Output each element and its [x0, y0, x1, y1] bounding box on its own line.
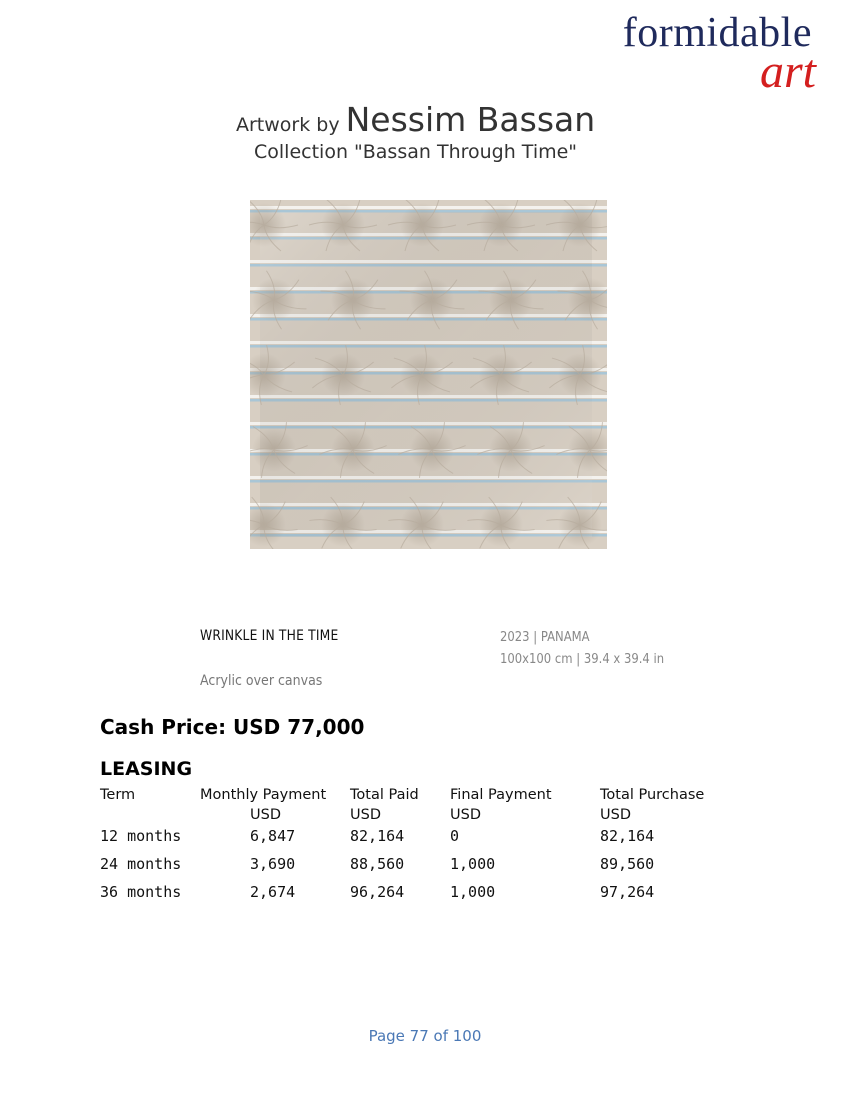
artwork-dimensions: 100x100 cm | 39.4 x 39.4 in: [500, 651, 665, 667]
cell-purchase: 82,164: [600, 827, 655, 845]
cell-final: 0: [450, 827, 460, 845]
col-unit: USD: [350, 807, 381, 823]
cell-monthly: 2,674: [250, 883, 296, 901]
brand-word-art: art: [759, 45, 816, 98]
col-unit: USD: [600, 807, 631, 823]
col-header-total-purchase: Total Purchase USD: [600, 787, 705, 823]
cell-term: 24 months: [100, 855, 182, 873]
artwork-by-label: Artwork by: [236, 114, 340, 136]
col-unit: USD: [250, 807, 281, 823]
col-header-term: Term: [100, 787, 136, 803]
page-number: Page 77 of 100: [368, 1027, 482, 1045]
cell-final: 1,000: [450, 855, 496, 873]
artwork-year-location: 2023 | PANAMA: [500, 629, 590, 645]
col-header-total-paid: Total Paid USD: [350, 787, 419, 823]
cell-purchase: 97,264: [600, 883, 655, 901]
cell-total-paid: 82,164: [350, 827, 405, 845]
artwork-medium: Acrylic over canvas: [200, 673, 323, 689]
artwork-image: [250, 200, 607, 549]
brand-word-formidable: formidable: [622, 10, 812, 56]
artwork-title: WRINKLE IN THE TIME: [200, 628, 339, 644]
artist-name: Nessim Bassan: [345, 100, 596, 139]
cell-monthly: 3,690: [250, 855, 296, 873]
artist-line: [236, 100, 656, 139]
col-header-final-payment: Final Payment USD: [450, 787, 552, 823]
cash-price: Cash Price: USD 77,000: [100, 715, 365, 739]
collection-name: Collection "Bassan Through Time": [254, 141, 578, 163]
cell-monthly: 6,847: [250, 827, 296, 845]
cell-final: 1,000: [450, 883, 496, 901]
leasing-heading: LEASING: [100, 758, 193, 780]
col-unit: USD: [450, 807, 481, 823]
cell-total-paid: 96,264: [350, 883, 405, 901]
brand-logo: [622, 10, 816, 98]
col-header-monthly-payment: Monthly Payment USD: [200, 787, 327, 823]
cell-total-paid: 88,560: [350, 855, 405, 873]
artwork-heading: [236, 100, 656, 163]
cell-term: 12 months: [100, 827, 182, 845]
cell-term: 36 months: [100, 883, 182, 901]
cell-purchase: 89,560: [600, 855, 655, 873]
